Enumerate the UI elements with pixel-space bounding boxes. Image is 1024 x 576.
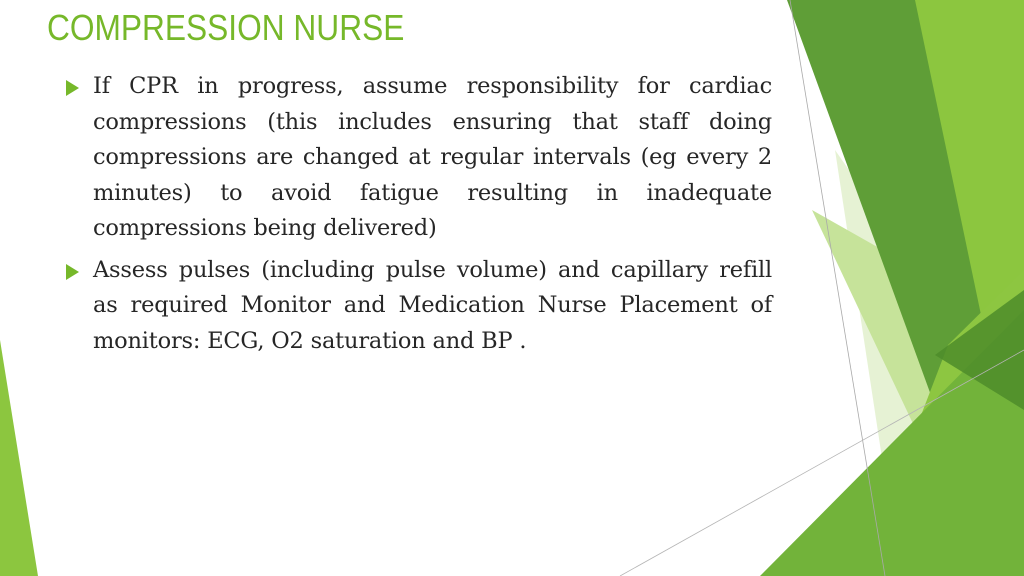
bullet-item [62, 69, 772, 247]
bullet-list [62, 69, 772, 365]
bullet-item [62, 253, 772, 360]
triangle-arrow-icon [66, 264, 79, 280]
left-accent-shape [0, 340, 38, 576]
slide-title: COMPRESSION NURSE [47, 7, 405, 48]
bullet-text: Assess pulses (including pulse volume) and capillary refill as required Monitor and Medication Nurse Placement of monitors: ECG, O2 saturation and BP . [93, 256, 772, 354]
triangle-arrow-icon [66, 80, 79, 96]
bullet-text: If CPR in progress, assume responsibility for cardiac compressions (this includes ensuring that staff doing compressions are changed at regular intervals (eg every 2 minutes) to avoid fatigue resulting in inadequate compressions being delivered) [93, 73, 772, 241]
